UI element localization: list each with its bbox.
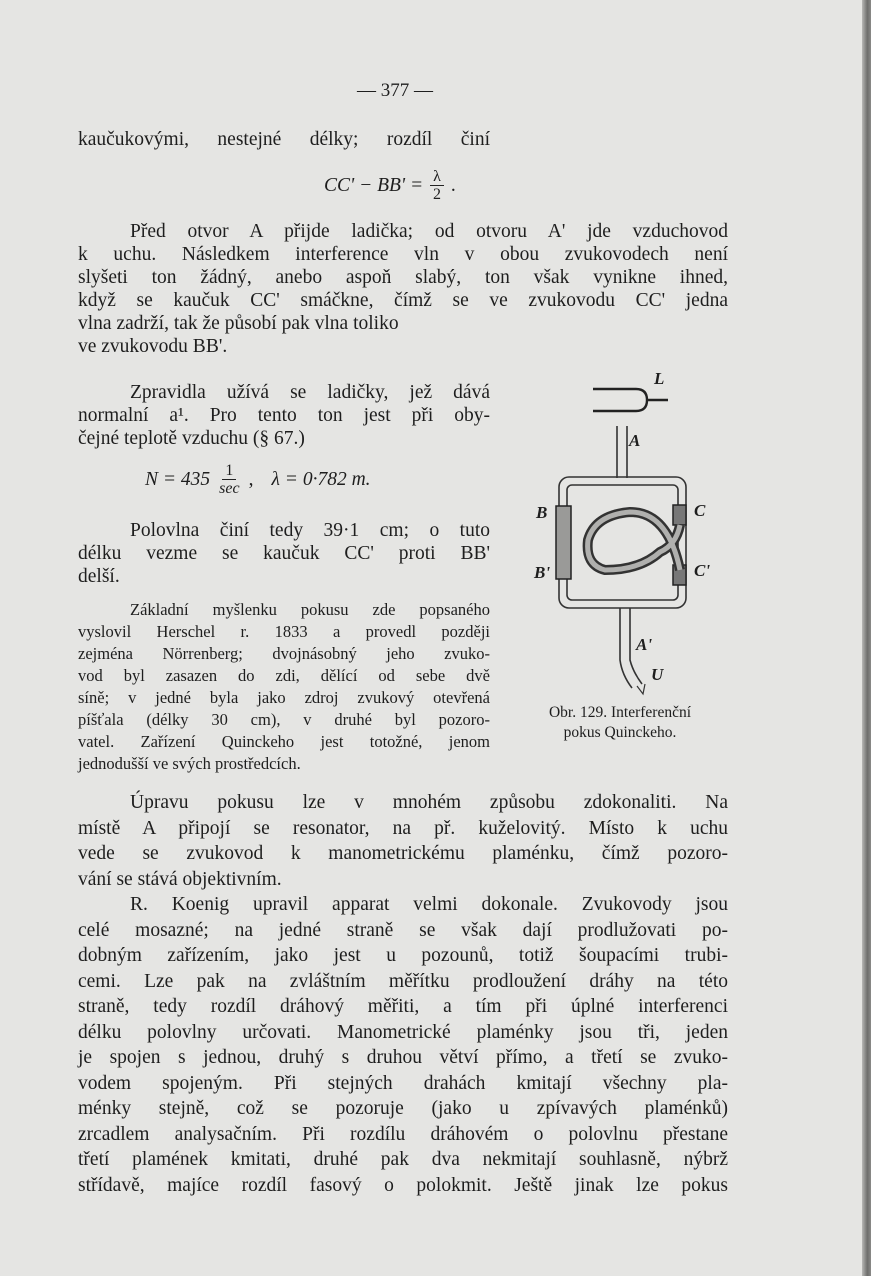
text-line: vyslovil Herschel r. 1833 a provedl později: [78, 622, 490, 641]
text-line: cemi. Lze pak na zvláštním měřítku prodloužení dráhy na této: [78, 970, 728, 992]
text-line: dobným zařízením, jako jest u pozounů, totiž šoupacími trubi-: [78, 945, 728, 966]
text-line: vede se zvukovod k manometrickému plaménku, čímž pozoro-: [78, 843, 728, 864]
text-line: delší.: [78, 566, 120, 587]
paragraph-half-wave: [78, 519, 490, 588]
rubber-loop-cc: [588, 512, 680, 570]
text-line: vlna zadrží, tak že působí pak vlna toliko: [78, 313, 399, 334]
figure-quincke-interference-apparatus: [520, 360, 750, 700]
label-U: U: [651, 665, 664, 684]
label-C-prime: C': [694, 561, 711, 580]
tuning-fork-icon: [593, 389, 668, 411]
fraction: [217, 462, 241, 497]
text-line: Polovlna činí tedy 39·1 cm; o tuto: [130, 520, 490, 541]
text-line: R. Koenig upravil apparat velmi dokonale. Zvukovody jsou: [130, 894, 728, 915]
text-line: střídavě, majíce rozdíl fasový o polokmit. Ještě jinak lze pokus: [78, 1174, 728, 1196]
label-A: A: [629, 431, 641, 450]
text-line: jednodušší ve svých prostředcích.: [78, 754, 301, 773]
text-line: píšťala (délky 30 cm), v druhé byl pozoro-: [78, 710, 490, 729]
text-line: Zpravidla užívá se ladičky, jež dává: [130, 382, 490, 403]
fraction-denominator: sec: [219, 480, 240, 497]
paragraph-small-print-note: [78, 599, 490, 775]
paragraph-improvements: [78, 790, 728, 1198]
text-line: vání se stává objektivním.: [78, 868, 282, 890]
fraction: [430, 168, 444, 203]
fraction-numerator: λ: [430, 168, 444, 186]
text-line: zrcadlem analysačním. Při rozdílu dráhovém o polovlnu přestane: [78, 1123, 728, 1145]
text-line: ménky stejně, což se pozoruje (jako u zpívavých plaménků): [78, 1098, 728, 1119]
rubber-collar-c: [673, 505, 686, 525]
formula-frequency: N = 435: [145, 468, 211, 490]
formula-frequency-wavelength: [145, 462, 371, 497]
text-line: Před otvor A přijde ladička; od otvoru A' jde vzduchovod: [130, 221, 728, 242]
text-line: k uchu. Následkem interference vln v obou zvukovodech není: [78, 244, 728, 265]
text-line: třetí plamének kmitati, druhé pak dva nekmitají souhlasně, nýbrž: [78, 1149, 728, 1170]
text-line: je spojen s jednou, druhý s druhou větví přímo, a třetí se zvuko-: [78, 1047, 728, 1068]
caption-line-1: Obr. 129. Interferenční: [548, 704, 692, 721]
text-line: ve zvukovodu BB'.: [78, 336, 228, 357]
text-line: když se kaučuk CC' smáčkne, čímž se ve zvukovodu CC' jedna: [78, 290, 728, 311]
caption-line-2: pokus Quinckeho.: [563, 724, 677, 741]
text-line: normalní a¹. Pro tento ton jest při oby-: [78, 405, 490, 426]
text-line: zejména Nörrenberg; dvojnásobný jeho zvuko-: [78, 644, 490, 663]
fraction-denominator: 2: [433, 186, 441, 203]
text-line: Základní myšlenku pokusu zde popsaného: [130, 600, 490, 619]
text-line: délku polovlny určovati. Manometrické plaménky jsou tři, jeden: [78, 1021, 728, 1043]
formula-separator: ,: [248, 468, 254, 490]
paragraph-normal-tone: [78, 381, 490, 450]
text-line: vodem spojeným. Při stejných drahách kmitají všechny pla-: [78, 1072, 728, 1094]
text-line: síně; v jedné byla jako zdroj zvukový otevřená: [78, 688, 490, 707]
text-line: čejné teplotě vzduchu (§ 67.): [78, 428, 305, 449]
paragraph-continuation: [78, 128, 490, 151]
text-line: místě A připojí se resonator, na př. kuželovitý. Místo k uchu: [78, 817, 728, 839]
label-L: L: [654, 369, 665, 388]
fraction-numerator: 1: [222, 462, 236, 480]
text-line: slyšeti ton žádný, anebo aspoň slabý, ton však vynikne ihned,: [78, 267, 728, 288]
page-number: — 377 —: [357, 80, 433, 101]
figure-caption: [515, 703, 725, 743]
text-line: Úpravu pokusu lze v mnohém způsobu zdokonaliti. Na: [130, 792, 728, 813]
text-line: kaučukovými, nestejné délky; rozdíl činí: [78, 129, 490, 150]
tube-a: [617, 426, 627, 478]
label-B-prime: B': [534, 563, 551, 582]
formula-wavelength: λ = 0·782 m.: [271, 468, 371, 490]
rubber-tube-bb: [556, 506, 571, 579]
text-line: vod byl zasazen do zdi, dělící od sebe dvě: [78, 666, 490, 685]
text-line: celé mosazné; na jedné straně se však dají prodlužovati po-: [78, 919, 728, 941]
label-B: B: [536, 503, 548, 522]
text-line: délku vezme se kaučuk CC' proti BB': [78, 543, 490, 564]
paragraph-tuning-fork: [78, 220, 728, 358]
formula-left: CC' − BB' =: [324, 174, 424, 196]
formula-tail: .: [450, 174, 456, 196]
label-C: C: [694, 501, 706, 520]
text-line: vatel. Zařízení Quinckeho jest totožné, jenom: [78, 732, 490, 751]
formula-path-difference: [324, 168, 456, 203]
label-A-prime: A': [636, 635, 653, 654]
text-line: straně, tedy rozdíl dráhový měřiti, a tím při úplné interferenci: [78, 996, 728, 1017]
page-edge-shadow: [862, 0, 871, 1276]
